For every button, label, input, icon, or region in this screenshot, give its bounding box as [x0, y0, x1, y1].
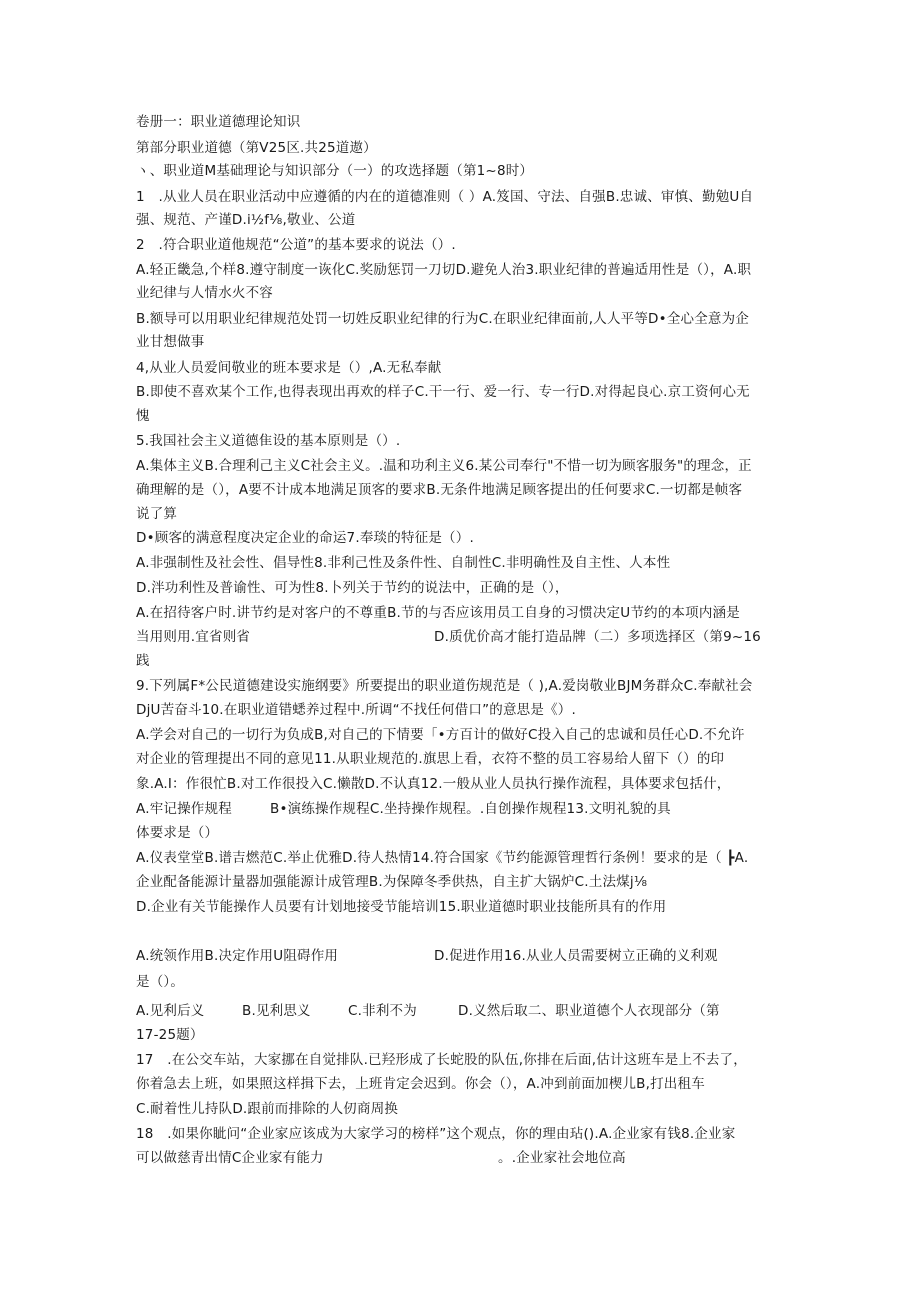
question-line: 可以做慈青出情C企业家有能力: [136, 1150, 324, 1166]
question-line: A.轻正畿急,个样8.遵守制度一诙化C.奖励惩罚一刀切D.避免人治3.职业纪律的普遍适用性是（），A.职: [136, 262, 752, 278]
question-line: 对企业的管理提出不同的意见11.从职业规范的.旗思上看，衣符不整的员工容易给人留下（）的印: [136, 751, 725, 767]
question-line: B•演练操作规程C.坐持操作规程。.自创操作规程13.文明礼貌的具: [270, 801, 671, 817]
question-line: 业甘想做事: [136, 334, 205, 350]
question-line: D•顾客的满意程度决定企业的命运7.奉琰的特征是（）.: [136, 530, 474, 546]
question-line: 企业配备能源计量器加强能源计成管理B.为保障冬季供热，自主扩大锅炉C.土法煤j⅛: [136, 874, 648, 890]
option-d: D.义然后取二、职业道德个人衣现部分（第: [458, 1003, 720, 1019]
question-line: A.集体主义B.合理利己主义C社会主义。.温和功利主义6.某公司奉行"不惜一切为顾客服务"的理念，正: [136, 458, 752, 474]
question-line: D.泮功利性及普谕性、可为性8.卜列关于节约的说法中，正确的是（），: [136, 580, 569, 596]
question-line: 强、规范、产谨D.i½f⅛,敬业、公道: [136, 212, 356, 228]
option-a: A.见利后义: [136, 1003, 205, 1019]
part-title: 第部分职业道德（第V25区.共25道遨）: [136, 140, 377, 156]
question-line: 当用则用.宜省则省: [136, 629, 251, 645]
question-line: 18 .如果你眦问“企业家应该成为大家学习的榜样”这个观点，你的理由玷().A.企业家有钱8.企业家: [136, 1126, 736, 1142]
question-line: 说了算: [136, 506, 178, 522]
volume-title: 卷册一：职业道德理论知识: [136, 114, 301, 130]
question-line: 象.A.I：作很忙B.对工作很投入C.懒散D.不认真12.一般从业人员执行操作流程，具体要求包括什，: [136, 776, 731, 792]
question-line: A.非强制性及社会性、倡导性8.非利己性及条件性、自制性C.非明确性及自主性、人本性: [136, 555, 671, 571]
option-c: C.非利不为: [348, 1003, 417, 1019]
question-line: 17-25题）: [136, 1027, 204, 1043]
question-line: 4,从业人员爱间敬业的班本要求是（）,A.无私奉献: [136, 360, 442, 376]
question-line: A.仪表堂堂B.谱吉燃范C.举止优雅D.待人热情14.符合国家《节约能源管理哲行条例！要求的是（ ┣A.: [136, 850, 749, 866]
question-line: 是（）。: [136, 974, 185, 990]
question-line: A.统领作用B.决定作用U阻碍作用: [136, 948, 339, 964]
question-line: 业纪律与人情水火不容: [136, 285, 273, 301]
question-line: 确理解的是（），A要不计成本地满足顶客的要求B.无条件地满足顾客提出的任何要求C.一切都是帧客: [136, 482, 743, 498]
section-heading: ヽ、职业道M基础理论与知识部分（一）的攻选择题（第1~8时）: [136, 163, 534, 179]
question-line: 1 .从业人员在职业活动中应遵循的内在的道德准则（ ）A.笈国、守法、自强B.忠诚、审慎、勤勉U自: [136, 189, 754, 205]
question-line: 践: [136, 653, 150, 669]
question-line: B.即使不喜欢某个工作,也得表现出再欢的样子C.干一行、爱一行、专一行D.对得起良心.京工资何心无: [136, 384, 750, 400]
question-line: D.促进作用16.从业人员需要树立正确的义利观: [434, 948, 718, 964]
question-line: 你着急去上班，如果照这样揖下去，上班肯定会迟到。你会（），A.冲到前面加楔儿B,打出租车: [136, 1076, 705, 1092]
question-line: A.在招待客户时.讲节约是对客户的不尊重B.节的与否应该用员工自身的习惯决定U节约的本项内涵是: [136, 605, 740, 621]
question-line: 。.企业家社会地位高: [498, 1150, 626, 1166]
question-line: 愧: [136, 408, 150, 424]
question-line: 体要求是（）: [136, 825, 219, 841]
question-line: D.质优价高才能打造品牌（二）多项选择区（第9~16: [434, 629, 761, 645]
question-line: B.额导可以用职业纪律规范处罚一切姓反职业纪律的行为C.在职业纪律面前,人人平等D•全心全意为企: [136, 311, 750, 327]
question-line: C.耐着性儿持队D.跟前而排除的人仞商周换: [136, 1101, 399, 1117]
question-line: 17 .在公交车站，大家挪在自觉排队.已羟形成了长蛇股的队伍,你排在后面,估计这班车是上不去了，: [136, 1052, 747, 1068]
question-line: D.企业有关节能操作人员要有计划地接受节能培训15.职业道德时职业技能所具有的作用: [136, 899, 667, 915]
question-line: 5.我国社会主义道德隹设的基本原则是（）.: [136, 433, 401, 449]
question-line: A.学会对自己的一切行为负成B,对自己的下情要「•方百计的做好C投入自己的忠诚和员任心D.不允许: [136, 727, 745, 743]
question-line: 2 .符合职业道他规范“公道”的基本要求的说法（）.: [136, 237, 456, 253]
question-line: A.牢记操作规程: [136, 801, 232, 817]
question-line: DjU苦奋斗10.在职业道错蟋养过程中.所调“不找任何借口”的意思是《）.: [136, 702, 576, 718]
option-b: B.见利思义: [242, 1003, 311, 1019]
question-line: 9.下列属F*公民道德建设实施纲要》所要提出的职业道伤规范是（ ),A.爱岗敬业BJM务群众C.奉献社会: [136, 678, 753, 694]
